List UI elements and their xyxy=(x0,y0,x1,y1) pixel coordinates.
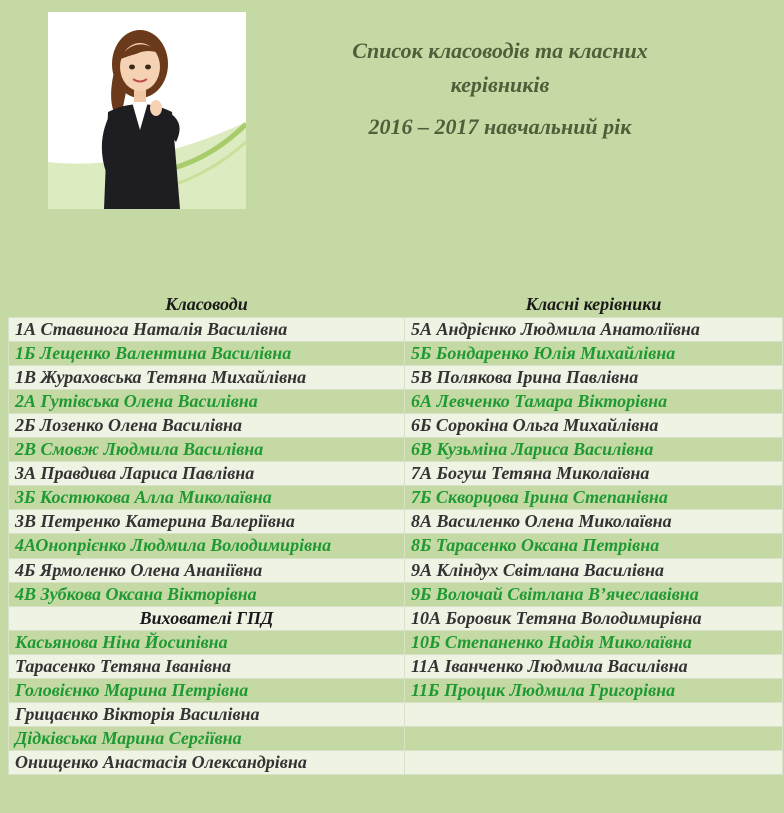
table-row xyxy=(9,389,783,413)
table-row xyxy=(9,438,783,462)
table-row xyxy=(9,751,783,775)
table-row xyxy=(9,534,783,558)
table-cell: Дідківська Марина Сергіївна xyxy=(9,727,405,751)
table-row xyxy=(9,703,783,727)
table-cell: 10Б Степаненко Надія Миколаївна xyxy=(405,630,783,654)
table-cell: Головієнко Марина Петрівна xyxy=(9,679,405,703)
table-header-row xyxy=(9,293,783,317)
table-cell: 1Б Лещенко Валентина Василівна xyxy=(9,341,405,365)
gpd-section-header: Вихователі ГПД xyxy=(9,606,405,630)
table-cell: 4Б Ярмоленко Олена Ананіївна xyxy=(9,558,405,582)
table-cell: 3А Правдива Лариса Павлівна xyxy=(9,462,405,486)
table-cell: 3В Петренко Катерина Валеріївна xyxy=(9,510,405,534)
heading-year: 2016 – 2017 навчальний рік xyxy=(368,114,632,139)
table-cell: 3Б Костюкова Алла Миколаївна xyxy=(9,486,405,510)
table-row xyxy=(9,679,783,703)
table-cell: Онищенко Анастасія Олександрівна xyxy=(9,751,405,775)
table-row xyxy=(9,727,783,751)
table-cell: 10А Боровик Тетяна Володимирівна xyxy=(405,606,783,630)
table-row xyxy=(9,510,783,534)
table-row xyxy=(9,413,783,437)
table-cell: 9Б Волочай Світлана В’ячеславівна xyxy=(405,582,783,606)
table-cell xyxy=(405,751,783,775)
table-cell: 8Б Тарасенко Оксана Петрівна xyxy=(405,534,783,558)
table-cell: 2А Гутівська Олена Василівна xyxy=(9,389,405,413)
table-row xyxy=(9,341,783,365)
teachers-table xyxy=(8,293,783,775)
table-cell: 6А Левченко Тамара Вікторівна xyxy=(405,389,783,413)
table-row xyxy=(9,365,783,389)
table-cell: 11А Іванченко Людмила Василівна xyxy=(405,654,783,678)
businesswoman-illustration xyxy=(48,12,246,209)
table-cell: 1А Ставинога Наталія Василівна xyxy=(9,317,405,341)
table-cell: 6В Кузьміна Лариса Василівна xyxy=(405,438,783,462)
table-cell: 5В Полякова Ірина Павлівна xyxy=(405,365,783,389)
table-row xyxy=(9,558,783,582)
table-cell: 7А Богуш Тетяна Миколаївна xyxy=(405,462,783,486)
table-cell: 4АОнопрієнко Людмила Володимирівна xyxy=(9,534,405,558)
table-cell: 6Б Сорокіна Ольга Михайлівна xyxy=(405,413,783,437)
table-cell: Касьянова Ніна Йосипівна xyxy=(9,630,405,654)
heading-title-line2: керівників xyxy=(450,72,550,97)
table-cell: 7Б Скворцова Ірина Степанівна xyxy=(405,486,783,510)
table-cell xyxy=(405,703,783,727)
gpd-header-row xyxy=(9,606,783,630)
table-row xyxy=(9,582,783,606)
table-cell: 9А Кліндух Світлана Василівна xyxy=(405,558,783,582)
table-cell: 5А Андрієнко Людмила Анатоліївна xyxy=(405,317,783,341)
table-cell: 1В Жураховська Тетяна Михайлівна xyxy=(9,365,405,389)
table-cell: 2Б Лозенко Олена Василівна xyxy=(9,413,405,437)
table-cell: 5Б Бондаренко Юлія Михайлівна xyxy=(405,341,783,365)
table-row xyxy=(9,462,783,486)
table-cell: 11Б Процик Людмила Григорівна xyxy=(405,679,783,703)
businesswoman-icon xyxy=(48,12,246,209)
table-row xyxy=(9,317,783,341)
table-cell: 4В Зубкова Оксана Вікторівна xyxy=(9,582,405,606)
table-cell: 2В Смовж Людмила Василівна xyxy=(9,438,405,462)
table-row xyxy=(9,630,783,654)
heading-title-line1: Список класоводів та класних xyxy=(352,38,648,63)
page-heading xyxy=(300,34,700,144)
table-cell: Тарасенко Тетяна Іванівна xyxy=(9,654,405,678)
column-header-class-teachers: Класоводи xyxy=(9,293,405,317)
table-cell xyxy=(405,727,783,751)
column-header-homeroom-teachers: Класні керівники xyxy=(405,293,783,317)
table-row xyxy=(9,654,783,678)
table-row xyxy=(9,486,783,510)
table-cell: Грицаєнко Вікторія Василівна xyxy=(9,703,405,727)
table-cell: 8А Василенко Олена Миколаївна xyxy=(405,510,783,534)
